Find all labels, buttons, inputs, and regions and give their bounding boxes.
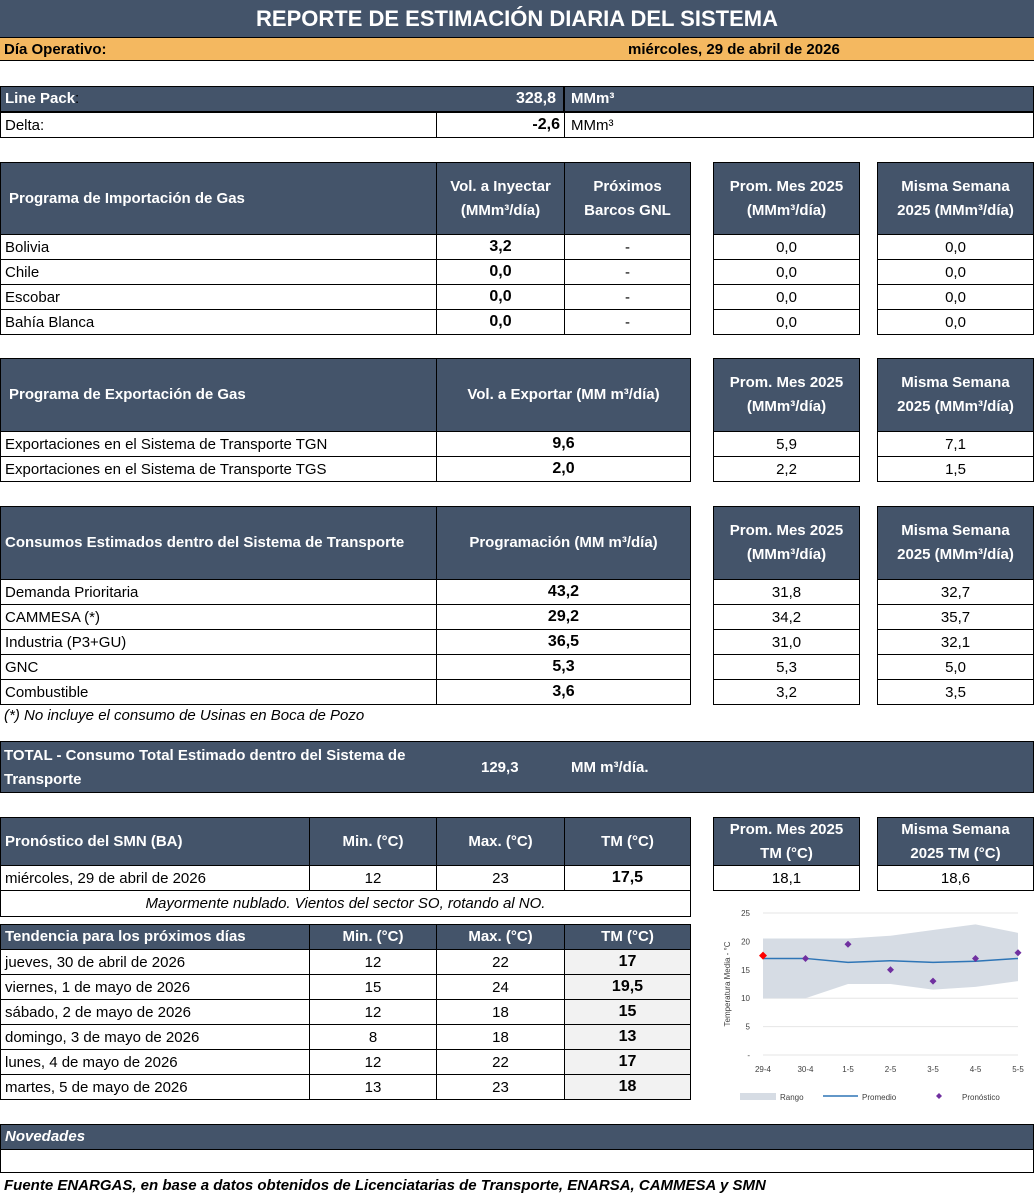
consumption-row-name: Demanda Prioritaria [0,579,437,605]
imports-row-prom: 0,0 [713,259,860,285]
trend-row-min: 12 [309,999,437,1025]
consumption-title: Consumos Estimados dentro del Sistema de Transporte [0,506,437,580]
imports-row-prom: 0,0 [713,309,860,335]
x-tick-label: 29-4 [754,1065,772,1074]
forecast-today-tm: 17,5 [564,865,691,891]
exports-col-prom: Prom. Mes 2025 (MMm³/día) [713,358,860,432]
total-label: TOTAL - Consumo Total Estimado dentro del Sistema de Transporte [4,747,406,788]
imports-row-vol: 3,2 [436,234,565,260]
exports-row-same: 1,5 [877,456,1034,482]
linepack-colon: : [75,90,80,107]
x-tick-label: 5-5 [1012,1065,1024,1074]
forecast-col-tm: TM (°C) [564,817,691,866]
delta-label: Delta: [0,112,437,138]
imports-row-same: 0,0 [877,259,1034,285]
trend-row-max: 22 [436,1049,565,1075]
y-tick-label: - [747,1051,750,1060]
consumption-row-prom: 31,8 [713,579,860,605]
forecast-today-max: 23 [436,865,565,891]
consumption-row-prom: 34,2 [713,604,860,630]
trend-row-max: 18 [436,999,565,1025]
exports-row-same: 7,1 [877,431,1034,457]
legend-average-label: Promedio [862,1093,897,1102]
forecast-col-prom: Prom. Mes 2025 TM (°C) [713,817,860,866]
consumption-col-prom: Prom. Mes 2025 (MMm³/día) [713,506,860,580]
y-tick-label: 25 [741,909,750,918]
delta-unit: MMm³ [564,112,1034,138]
imports-row-name: Bahía Blanca [0,309,437,335]
imports-col-ships: Próximos Barcos GNL [564,162,691,235]
operative-day-date: miércoles, 29 de abril de 2026 [628,41,840,58]
imports-row-same: 0,0 [877,284,1034,310]
consumption-row-prom: 31,0 [713,629,860,655]
trend-row-date: jueves, 30 de abril de 2026 [0,949,310,975]
trend-title: Tendencia para los próximos días [0,924,310,950]
imports-row-vol: 0,0 [436,259,565,285]
consumption-row-prom: 3,2 [713,679,860,705]
trend-col-tm: TM (°C) [564,924,691,950]
news-title: Novedades [5,1128,86,1145]
imports-col-prom: Prom. Mes 2025 (MMm³/día) [713,162,860,235]
consumption-row-prog: 43,2 [436,579,691,605]
x-tick-label: 30-4 [797,1065,814,1074]
x-tick-label: 4-5 [969,1065,982,1074]
forecast-today-date: miércoles, 29 de abril de 2026 [0,865,310,891]
consumption-note: (*) No incluye el consumo de Usinas en Boca de Pozo [4,707,365,724]
consumption-row-same: 3,5 [877,679,1034,705]
exports-row-prom: 2,2 [713,456,860,482]
forecast-today-min: 12 [309,865,437,891]
footer-source: Fuente ENARGAS, en base a datos obtenidos de Licenciatarias de Transporte, ENARSA, CAMMESA y SMN [4,1177,766,1194]
total-value: 129,3 [481,759,519,776]
legend-forecast-label: Pronóstico [962,1093,1000,1102]
imports-row-ships: - [564,284,691,310]
imports-row-name: Chile [0,259,437,285]
imports-col-vol: Vol. a Inyectar (MMm³/día) [436,162,565,235]
news-header [0,1124,1034,1150]
total-bar [0,741,1034,793]
consumption-row-same: 5,0 [877,654,1034,680]
forecast-col-min: Min. (°C) [309,817,437,866]
linepack-unit: MMm³ [564,86,1034,112]
imports-row-vol: 0,0 [436,309,565,335]
trend-row-date: martes, 5 de mayo de 2026 [0,1074,310,1100]
consumption-row-same: 32,1 [877,629,1034,655]
consumption-row-name: Industria (P3+GU) [0,629,437,655]
x-tick-label: 3-5 [927,1065,939,1074]
consumption-row-name: GNC [0,654,437,680]
legend-forecast-swatch [936,1093,942,1099]
y-axis-label: Temperatura Media - °C [723,941,732,1027]
trend-row-min: 12 [309,949,437,975]
y-tick-label: 5 [745,1022,750,1032]
forecast-today-prom: 18,1 [713,865,860,891]
trend-row-max: 23 [436,1074,565,1100]
trend-row-date: sábado, 2 de mayo de 2026 [0,999,310,1025]
trend-row-tm: 13 [564,1024,691,1050]
imports-row-same: 0,0 [877,309,1034,335]
report-title: REPORTE DE ESTIMACIÓN DIARIA DEL SISTEMA [0,0,1034,37]
forecast-title: Pronóstico del SMN (BA) [0,817,310,866]
consumption-row-name: Combustible [0,679,437,705]
trend-row-date: lunes, 4 de mayo de 2026 [0,1049,310,1075]
exports-col-same: Misma Semana 2025 (MMm³/día) [877,358,1034,432]
exports-row-vol: 9,6 [436,431,691,457]
trend-row-max: 24 [436,974,565,1000]
exports-row-prom: 5,9 [713,431,860,457]
trend-row-date: domingo, 3 de mayo de 2026 [0,1024,310,1050]
trend-row-date: viernes, 1 de mayo de 2026 [0,974,310,1000]
linepack-value: 328,8 [515,90,556,107]
temperature-chart [710,900,1034,1115]
y-tick-label: 15 [741,965,750,975]
consumption-row-prog: 29,2 [436,604,691,630]
x-tick-label: 2-5 [884,1065,897,1074]
imports-row-ships: - [564,259,691,285]
trend-row-min: 13 [309,1074,437,1100]
consumption-row-prom: 5,3 [713,654,860,680]
imports-row-prom: 0,0 [713,234,860,260]
exports-row-name: Exportaciones en el Sistema de Transporte TGN [0,431,437,457]
imports-title: Programa de Importación de Gas [0,162,437,235]
imports-row-ships: - [564,234,691,260]
trend-row-min: 8 [309,1024,437,1050]
forecast-col-same: Misma Semana 2025 TM (°C) [877,817,1034,866]
operative-day-label: Día Operativo: [4,41,107,58]
delta-value: -2,6 [436,112,565,138]
y-tick-label: 10 [741,994,750,1004]
y-tick-label: 20 [741,937,750,947]
trend-row-tm: 17 [564,949,691,975]
exports-col-vol: Vol. a Exportar (MM m³/día) [436,358,691,432]
imports-row-name: Escobar [0,284,437,310]
imports-col-same: Misma Semana 2025 (MMm³/día) [877,162,1034,235]
trend-col-min: Min. (°C) [309,924,437,950]
forecast-description: Mayormente nublado. Vientos del sector SO, rotando al NO. [0,890,691,917]
imports-row-prom: 0,0 [713,284,860,310]
consumption-row-prog: 5,3 [436,654,691,680]
total-unit: MM m³/día. [571,759,649,776]
consumption-row-name: CAMMESA (*) [0,604,437,630]
consumption-col-same: Misma Semana 2025 (MMm³/día) [877,506,1034,580]
legend-range-label: Rango [780,1093,804,1102]
imports-row-vol: 0,0 [436,284,565,310]
trend-row-min: 15 [309,974,437,1000]
trend-row-tm: 18 [564,1074,691,1100]
imports-row-ships: - [564,309,691,335]
x-tick-label: 1-5 [842,1065,854,1074]
forecast-col-max: Max. (°C) [436,817,565,866]
trend-row-tm: 15 [564,999,691,1025]
forecast-today-same: 18,6 [877,865,1034,891]
trend-row-max: 22 [436,949,565,975]
consumption-col-prog: Programación (MM m³/día) [436,506,691,580]
operative-day-bar [0,37,1034,61]
trend-row-min: 12 [309,1049,437,1075]
exports-row-name: Exportaciones en el Sistema de Transporte TGS [0,456,437,482]
legend-range-swatch [740,1093,776,1100]
trend-row-tm: 19,5 [564,974,691,1000]
consumption-row-prog: 36,5 [436,629,691,655]
trend-row-max: 18 [436,1024,565,1050]
trend-row-tm: 17 [564,1049,691,1075]
consumption-row-same: 35,7 [877,604,1034,630]
imports-row-same: 0,0 [877,234,1034,260]
linepack-label: Line Pack [5,90,76,107]
exports-title: Programa de Exportación de Gas [0,358,437,432]
news-content [0,1149,1034,1173]
imports-row-name: Bolivia [0,234,437,260]
trend-col-max: Max. (°C) [436,924,565,950]
exports-row-vol: 2,0 [436,456,691,482]
consumption-row-same: 32,7 [877,579,1034,605]
consumption-row-prog: 3,6 [436,679,691,705]
